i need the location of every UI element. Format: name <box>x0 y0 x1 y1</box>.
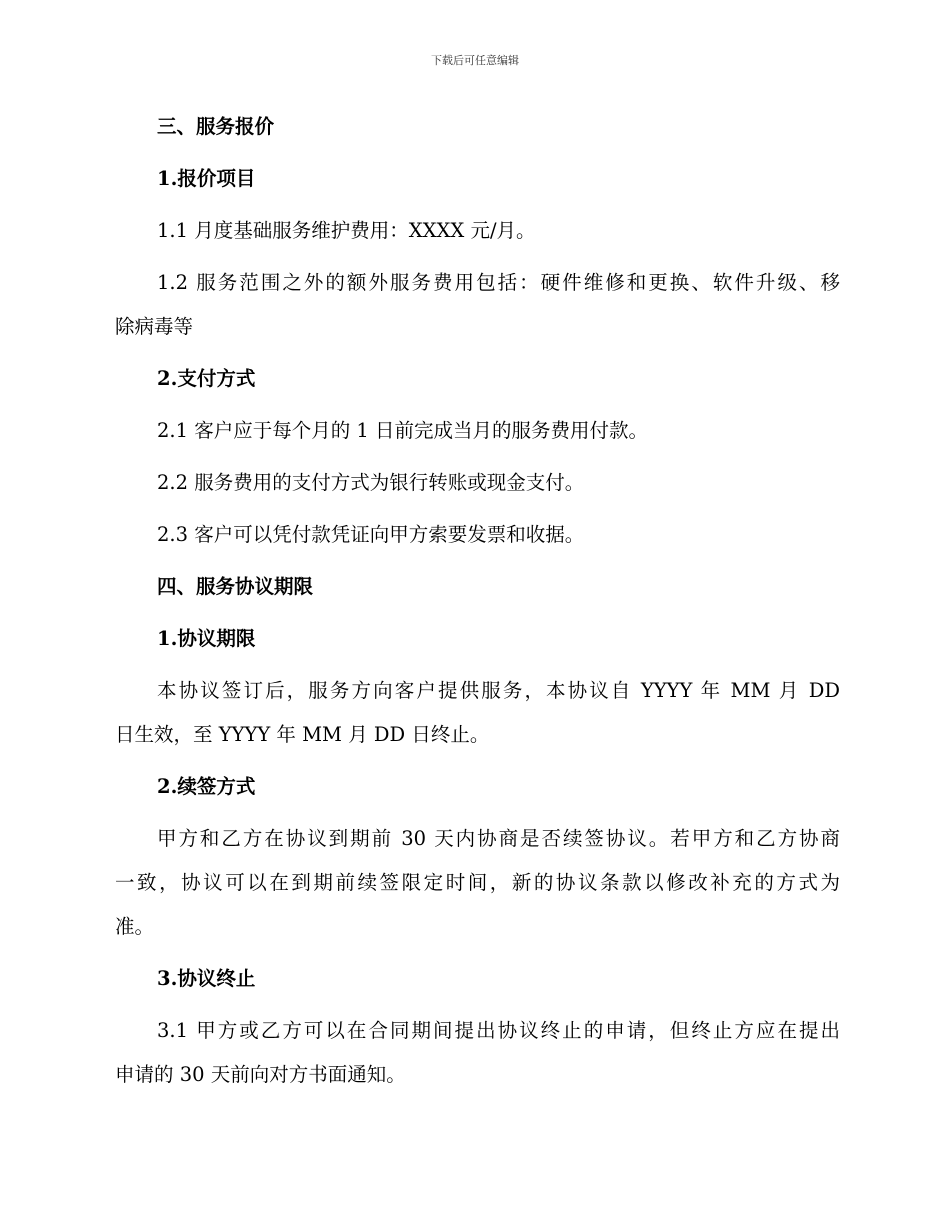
section-heading-agreement-term: 四、服务协议期限 <box>157 575 314 598</box>
paragraph-line: 甲方和乙方在协议到期前 30 天内协商是否续签协议。若甲方和乙方协商 <box>157 827 840 850</box>
document-body <box>115 111 840 1091</box>
paragraph-agreement-period <box>115 675 840 751</box>
subheading-renewal: 2.续签方式 <box>157 775 256 798</box>
subheading-quote-items: 1.报价项目 <box>157 167 256 190</box>
paragraph-2-1: 2.1 客户应于每个月的 1 日前完成当月的服务费用付款。 <box>157 419 649 442</box>
subheading-agreement-period: 1.协议期限 <box>157 627 256 650</box>
paragraph-2-3: 2.3 客户可以凭付款凭证向甲方索要发票和收据。 <box>157 523 585 546</box>
paragraph-line: 1.2 服务范围之外的额外服务费用包括：硬件维修和更换、软件升级、移 <box>157 271 840 294</box>
subheading-termination: 3.协议终止 <box>157 967 256 990</box>
paragraph-line: 3.1 甲方或乙方可以在合同期间提出协议终止的申请，但终止方应在提出 <box>157 1019 840 1042</box>
paragraph-line: 本协议签订后，服务方向客户提供服务，本协议自 YYYY 年 MM 月 DD <box>157 679 840 702</box>
paragraph-3-1 <box>115 1015 840 1091</box>
paragraph-renewal <box>115 823 840 943</box>
paragraph-line: 日生效，至 YYYY 年 MM 月 DD 日终止。 <box>115 723 490 746</box>
paragraph-line: 一致，协议可以在到期前续签限定时间，新的协议条款以修改补充的方式为 <box>115 871 840 894</box>
paragraph-2-2: 2.2 服务费用的支付方式为银行转账或现金支付。 <box>157 471 585 494</box>
section-heading-service-quote: 三、服务报价 <box>157 115 275 138</box>
paragraph-1-1: 1.1 月度基础服务维护费用：XXXX 元/月。 <box>157 219 536 242</box>
page-header-note: 下载后可任意编辑 <box>431 54 519 67</box>
paragraph-line: 申请的 30 天前向对方书面通知。 <box>115 1063 406 1086</box>
paragraph-1-2 <box>115 267 840 343</box>
subheading-payment-method: 2.支付方式 <box>157 367 256 390</box>
paragraph-line: 准。 <box>115 915 155 938</box>
paragraph-line: 除病毒等 <box>115 315 194 338</box>
